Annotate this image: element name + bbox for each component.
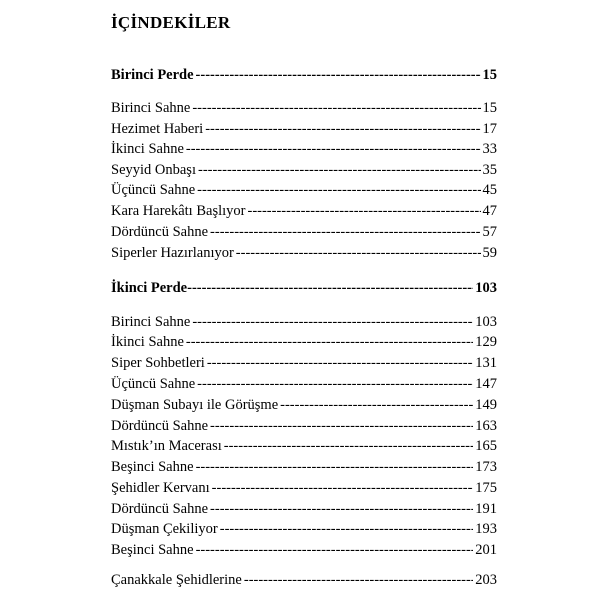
toc-entry[interactable] [111,520,497,538]
dot-leader [196,66,481,84]
dot-leader [205,120,480,138]
toc-part-heading[interactable] [111,66,497,84]
toc-page-number: 147 [475,376,497,392]
dot-leader [220,520,474,538]
dot-leader [197,375,473,393]
toc-entry[interactable] [111,354,497,372]
dot-leader [244,571,473,589]
toc-label: Kara Harekâtı Başlıyor [111,203,246,219]
dot-leader [198,161,481,179]
toc-label: Mıstık’ın Macerası [111,438,222,454]
toc-label: Siper Sohbetleri [111,355,205,371]
toc-label: Düşman Subayı ile Görüşme [111,397,279,413]
toc-label: Hezimet Haberi [111,121,204,137]
dot-leader [212,479,474,497]
toc-page-number: 15 [482,100,497,116]
toc-label: İkinci Sahne [111,141,184,157]
toc-page-number: 173 [475,459,497,475]
dot-leader [207,354,473,372]
toc-entry[interactable] [111,571,497,589]
toc-page-number: 47 [482,203,497,219]
toc-label: Üçüncü Sahne [111,182,196,198]
toc-page-number: 35 [482,162,497,178]
toc-entry[interactable] [111,500,497,518]
toc-entry[interactable] [111,244,497,262]
toc-page-number: 17 [482,121,497,137]
toc-page-number: 33 [482,141,497,157]
dot-leader [187,279,473,297]
toc-page-number: 163 [475,418,497,434]
toc-page-number: 45 [482,182,497,198]
dot-leader [192,99,480,117]
toc-label: Beşinci Sahne [111,542,194,558]
toc-label: İkinci Perde [111,280,188,296]
dot-leader [186,333,473,351]
dot-leader [186,140,481,158]
toc-entry[interactable] [111,417,497,435]
toc-entry[interactable] [111,120,497,138]
toc-page-number: 175 [475,480,497,496]
dot-leader [224,437,474,455]
dot-leader [210,223,480,241]
toc-entry[interactable] [111,161,497,179]
toc-entry[interactable] [111,479,497,497]
toc-entry[interactable] [111,396,497,414]
toc-page-number: 15 [482,67,497,83]
toc-label: Birinci Sahne [111,100,191,116]
toc-entry[interactable] [111,313,497,331]
toc-page-number: 193 [475,521,497,537]
toc-entry[interactable] [111,181,497,199]
toc-page-number: 149 [475,397,497,413]
toc-entry[interactable] [111,375,497,393]
toc-entry[interactable] [111,140,497,158]
toc-page-number: 201 [475,542,497,558]
toc-label: Üçüncü Sahne [111,376,196,392]
toc-page-number: 131 [475,355,497,371]
toc-label: Seyyid Onbaşı [111,162,196,178]
toc-entry[interactable] [111,223,497,241]
toc-page-number: 203 [475,572,497,588]
toc-entry[interactable] [111,437,497,455]
toc-label: Çanakkale Şehidlerine [111,572,242,588]
toc-entry[interactable] [111,99,497,117]
dot-leader [196,541,474,559]
toc-label: Dördüncü Sahne [111,224,209,240]
toc-label: Dördüncü Sahne [111,501,209,517]
dot-leader [280,396,473,414]
page-title: İÇİNDEKİLER [111,13,231,32]
toc-label: İkinci Sahne [111,334,184,350]
toc-page-number: 59 [482,245,497,261]
dot-leader [210,417,473,435]
dot-leader [192,313,473,331]
toc-label: Siperler Hazırlanıyor [111,245,234,261]
dot-leader [197,181,480,199]
toc-entry[interactable] [111,458,497,476]
toc-page-number: 129 [475,334,497,350]
toc-entry[interactable] [111,202,497,220]
toc-page-number: 103 [475,314,497,330]
toc-label: Birinci Sahne [111,314,191,330]
toc-label: Beşinci Sahne [111,459,194,475]
toc-page-number: 165 [475,438,497,454]
toc-page-number: 57 [482,224,497,240]
toc-label: Birinci Perde [111,67,194,83]
dot-leader [210,500,473,518]
toc-page-number: 191 [475,501,497,517]
dot-leader [196,458,474,476]
dot-leader [236,244,481,262]
dot-leader [247,202,480,220]
toc-entry[interactable] [111,333,497,351]
toc-entry[interactable] [111,541,497,559]
toc-label: Dördüncü Sahne [111,418,209,434]
toc-part-heading[interactable] [111,279,497,297]
toc-label: Şehidler Kervanı [111,480,210,496]
toc-label: Düşman Çekiliyor [111,521,218,537]
toc-page-number: 103 [475,280,497,296]
